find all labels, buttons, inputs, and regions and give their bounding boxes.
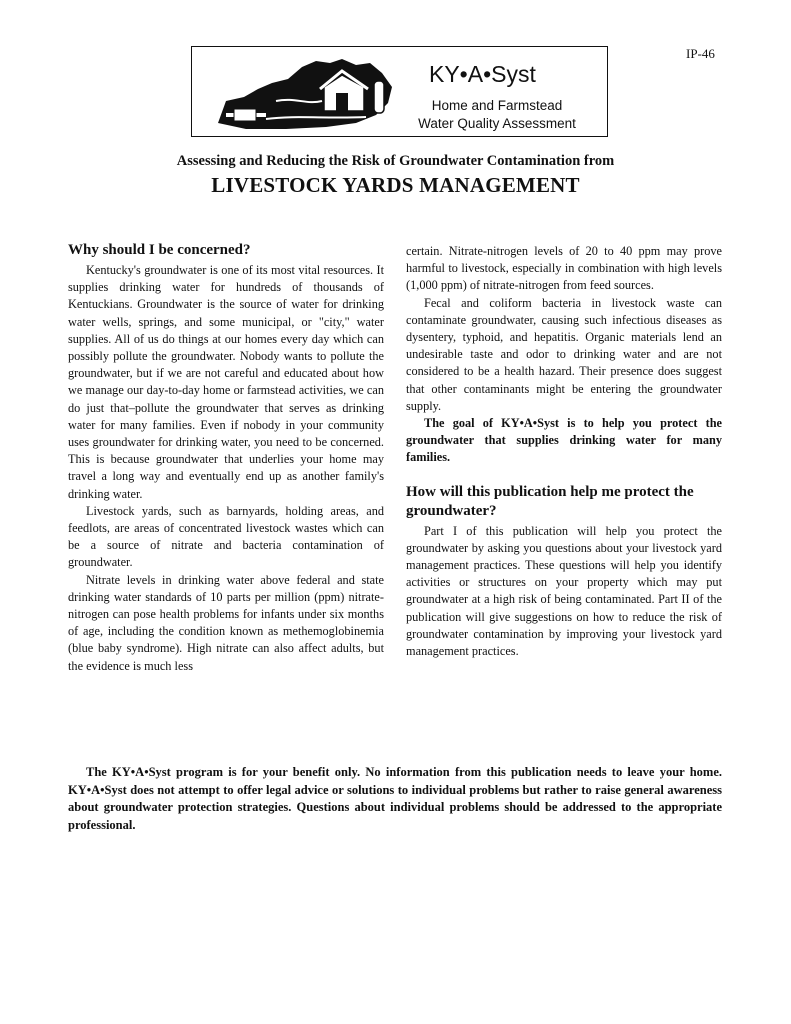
- right-column: [406, 243, 722, 660]
- logo-subtitle: [402, 97, 592, 133]
- logo-brand-name: KY•A•Syst: [429, 61, 536, 87]
- paragraph: Kentucky's groundwater is one of its most vital resources. It supplies drinking water for hundreds of thousands of Kentuckians. Groundwater is the source of water for drinking water wells, springs, and some municipal, or "city," water supplies. All of us do things at our homes every day which can possibly pollute the groundwater. Nobody wants to pollute the groundwater, but if we are not careful and educated about how we manage our day-to-day home or farmstead activities, we can do just that–pollute the groundwater that serves as drinking water for many families. Even if nobody in your community uses groundwater for drinking water, you need to be concerned. This is because groundwater that underlies your home may travel a long way and eventually end up as another family's drinking water.: [68, 263, 384, 501]
- paragraph: Fecal and coliform bacteria in livestock waste can contaminate groundwater, causing such infectious diseases as dysentery, typhoid, and hepatitis. Organic materials lend an undesirable taste and odor to drinking water and are not considered to be a health hazard. Their presence does suggest that other contaminants might be entering the groundwater supply.: [406, 295, 722, 413]
- paragraph-continued: certain. Nitrate-nitrogen levels of 20 to 40 ppm may prove harmful to livestock, especially in combination with high levels (1,000 ppm) of nitrate-nitrogen from feed sources.: [406, 244, 722, 293]
- left-column: [68, 241, 384, 675]
- section-heading-concern: Why should I be concerned?: [68, 242, 251, 258]
- header-logo-box: [191, 46, 608, 137]
- section-heading-publication-help: How will this publication help me protect the groundwater?: [406, 483, 694, 519]
- publication-id: IP-46: [686, 46, 715, 61]
- document-pre-title: Assessing and Reducing the Risk of Groundwater Contamination from: [176, 153, 615, 169]
- paragraph: Livestock yards, such as barnyards, holding areas, and feedlots, are areas of concentrated livestock wastes which can be a source of nitrate and bacteria contamination of groundwater.: [68, 503, 384, 570]
- document-main-title: LIVESTOCK YARDS MANAGEMENT: [211, 173, 580, 197]
- logo-subtitle-line2: Water Quality Assessment: [418, 116, 576, 131]
- logo-subtitle-line1: Home and Farmstead: [431, 98, 563, 113]
- paragraph: Nitrate levels in drinking water above federal and state drinking water standards of 10 parts per million (ppm) nitrate-nitrogen can pose health problems for infants under six months of age, including the condition known as methemoglobinemia (blue baby syndrome). High nitrate can also affect adults, but the evidence is much less: [68, 572, 384, 673]
- paragraph: Part I of this publication will help you protect the groundwater by asking you questions about your livestock yard management practices. These questions will help you identify activities or structures on your property which may put groundwater at a high risk of being contaminated. Part II of the publication will give suggestions on how to reduce the risk of groundwater contamination by improving your livestock yard management practices.: [406, 523, 722, 659]
- goal-statement: The goal of KY•A•Syst is to help you protect the groundwater that supplies drinking water for many families.: [406, 416, 722, 465]
- kentucky-farmstead-logo-icon: [206, 53, 396, 133]
- disclaimer-note: The KY•A•Syst program is for your benefit only. No information from this publication needs to leave your home. KY•A•Syst does not attempt to offer legal advice or solutions to individual problems but rather to raise general awareness about groundwater protection strategies. Questions about individual problems should be addressed to the appropriate professional.: [68, 765, 722, 832]
